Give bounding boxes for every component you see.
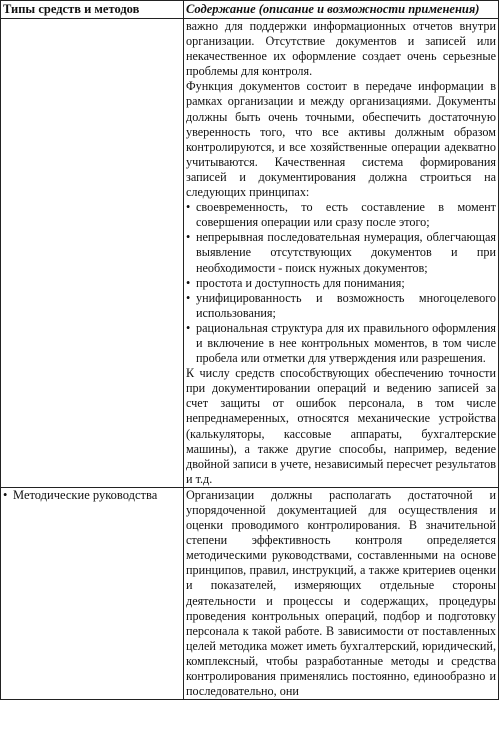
list-item-text: простота и доступность для понимания; — [196, 275, 405, 290]
row-content-cell — [184, 19, 499, 488]
bullet-icon: • — [186, 290, 191, 305]
list-item — [186, 291, 496, 321]
list-item — [186, 276, 496, 291]
paragraph: К числу средств способствующих обеспечению точности при документировании операций и ведению записей за счет защиты от ошибок персонала, в том числе непреднамеренных, относятся механические устройства (калькуляторы, кассовые аппараты, бухгалтерские машины), а также другие способы, например, ведение двойной записи в учете, независимый пересчет результатов и т.д. — [186, 366, 496, 486]
list-item-text: унифицированность и возможность многоцелевого использования; — [196, 290, 496, 320]
table-row — [1, 487, 499, 699]
list-item — [186, 200, 496, 230]
list-item — [186, 230, 496, 275]
list-item-text: рациональная структура для их правильного оформления и включение в нее контрольных моментов, в том числе пробела или отметки для утверждения или разрешения. — [196, 320, 496, 366]
list-item-text: своевременность, то есть составление в момент совершения операции или сразу после этого; — [196, 200, 496, 230]
table-row — [1, 19, 499, 488]
bullet-icon: • — [186, 320, 191, 335]
row-type-cell — [1, 19, 184, 488]
header-content: Содержание (описание и возможности применения) — [184, 1, 499, 19]
list-item — [186, 321, 496, 366]
list-item-text: непрерывная последовательная нумерация, облегчающая выявление отсутствующих документов и при необходимости - поиск нужных документов; — [196, 230, 496, 275]
paragraph: Функция документов состоит в передаче информации в рамках организации и между организациями. Документы должны быть очень точными, обеспечить достаточную уверенность того, что все активы должным образом контролируются, и все хозяйственные операции адекватно учитываются. Качественная система формирования записей и документирования должна строиться на следующих принципах: — [186, 79, 496, 200]
table-header-row — [1, 1, 499, 19]
list-item — [3, 488, 181, 503]
row-type-cell — [1, 487, 184, 699]
header-types: Типы средств и методов — [1, 1, 184, 19]
paragraph: Организации должны располагать достаточной и упорядоченной документацией для осуществления и оценки проводимого контролирования. В значительной степени эффективность контроля определяется методическими руководствами, составленными на основе принципов, правил, инструкций, а также критериев оценки и показателей, измеряющих отдельные стороны деятельности и процессы и содержащих, процедуры проведения контрольных операций, подбор и подготовку персонала к такой работе. В зависимости от поставленных целей методика может иметь бухгалтерский, юридический, комплексный, чтобы разработанные методы и средства контролирования применялись постоянно, единообразно и последовательно, они — [186, 487, 496, 699]
bullet-icon: • — [3, 487, 8, 502]
method-type-label: Методические руководства — [13, 487, 158, 502]
bullet-icon: • — [186, 230, 191, 245]
bullet-icon: • — [186, 200, 191, 215]
bullet-icon: • — [186, 275, 191, 290]
row-content-cell — [184, 487, 499, 699]
paragraph: важно для поддержки информационных отчетов внутри организации. Отсутствие документов и записей или некачественное их оформление создает очень серьезные проблемы для контроля. — [186, 19, 496, 79]
